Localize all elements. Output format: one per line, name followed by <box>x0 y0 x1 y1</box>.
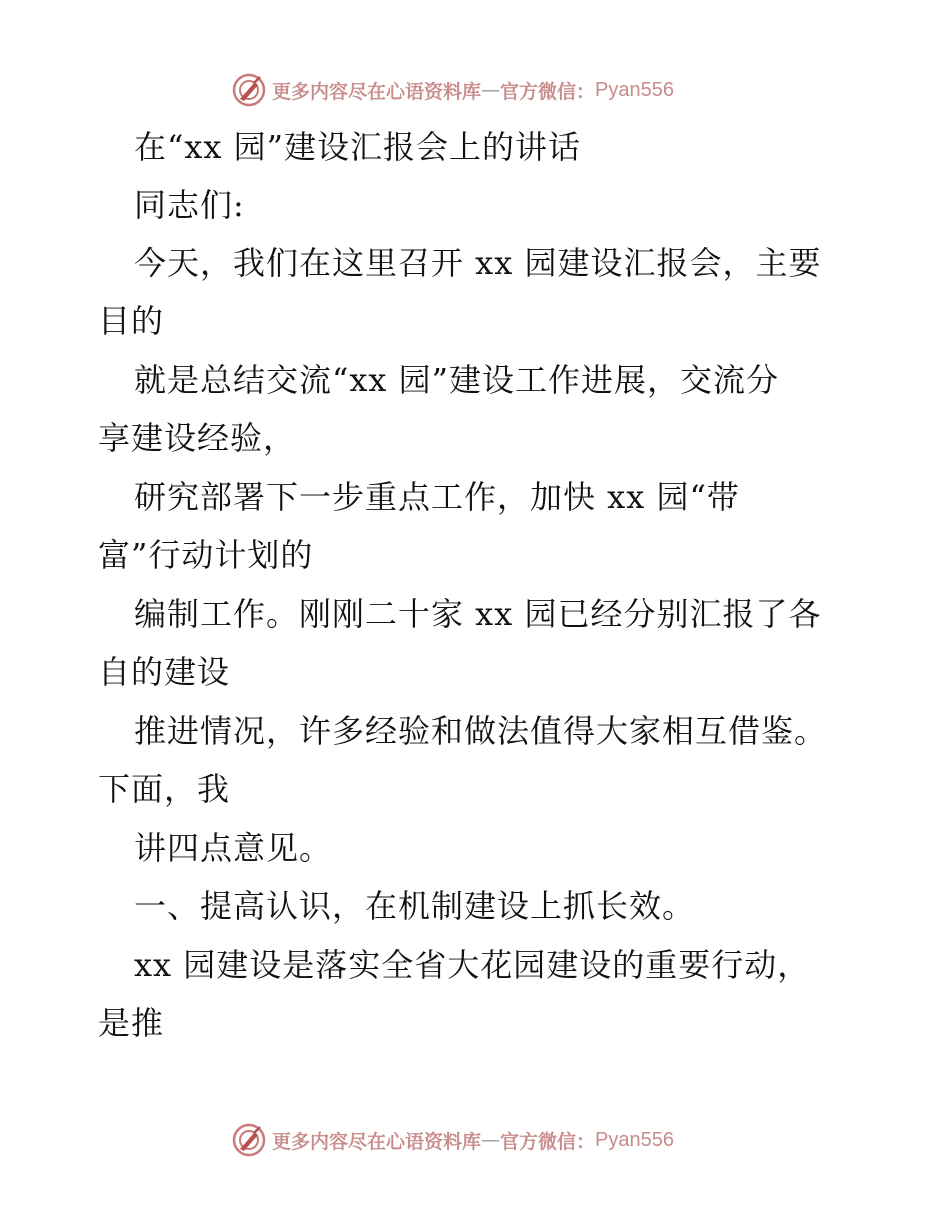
watermark-wechat-id: Pyan556 <box>595 78 674 101</box>
paragraph-line: 研究部署下一步重点工作，加快 xx 园“带 <box>134 478 740 516</box>
watermark-label: 官方微信： <box>500 1130 596 1153</box>
section-heading: 一、提高认识，在机制建设上抓长效。 <box>134 887 696 925</box>
salutation: 同志们: <box>134 186 245 224</box>
paragraph-line: 编制工作。刚刚二十家 xx 园已经分别汇报了各 <box>134 595 822 633</box>
paragraph-line: xx 园建设是落实全省大花园建设的重要行动， <box>134 946 811 984</box>
watermark-separator: — <box>481 79 501 101</box>
paragraph-line: 富”行动计划的 <box>98 536 314 574</box>
watermark-label: 官方微信： <box>500 80 596 103</box>
watermark-banner-top <box>232 72 674 108</box>
watermark-separator: — <box>481 1129 501 1151</box>
watermark-wechat-id: Pyan556 <box>595 1128 674 1151</box>
document-title: 在“xx 园”建设汇报会上的讲话 <box>134 128 581 166</box>
paragraph-line: 下面，我 <box>98 770 231 808</box>
logo-icon <box>232 1123 266 1157</box>
paragraph-line: 目的 <box>98 302 165 340</box>
paragraph-line: 讲四点意见。 <box>134 829 333 867</box>
watermark-banner-bottom <box>232 1122 674 1158</box>
paragraph-line: 自的建设 <box>98 653 231 691</box>
logo-icon <box>232 73 266 107</box>
paragraph-line: 享建设经验， <box>98 419 297 457</box>
watermark-title: 更多内容尽在心语资料库 <box>272 80 482 103</box>
paragraph-line: 就是总结交流“xx 园”建设工作进展，交流分 <box>134 361 779 399</box>
paragraph-line: 今天，我们在这里召开 xx 园建设汇报会，主要 <box>134 244 822 282</box>
paragraph-line: 推进情况，许多经验和做法值得大家相互借鉴。 <box>134 712 828 750</box>
watermark-title: 更多内容尽在心语资料库 <box>272 1130 482 1153</box>
paragraph-line: 是推 <box>98 1004 165 1042</box>
